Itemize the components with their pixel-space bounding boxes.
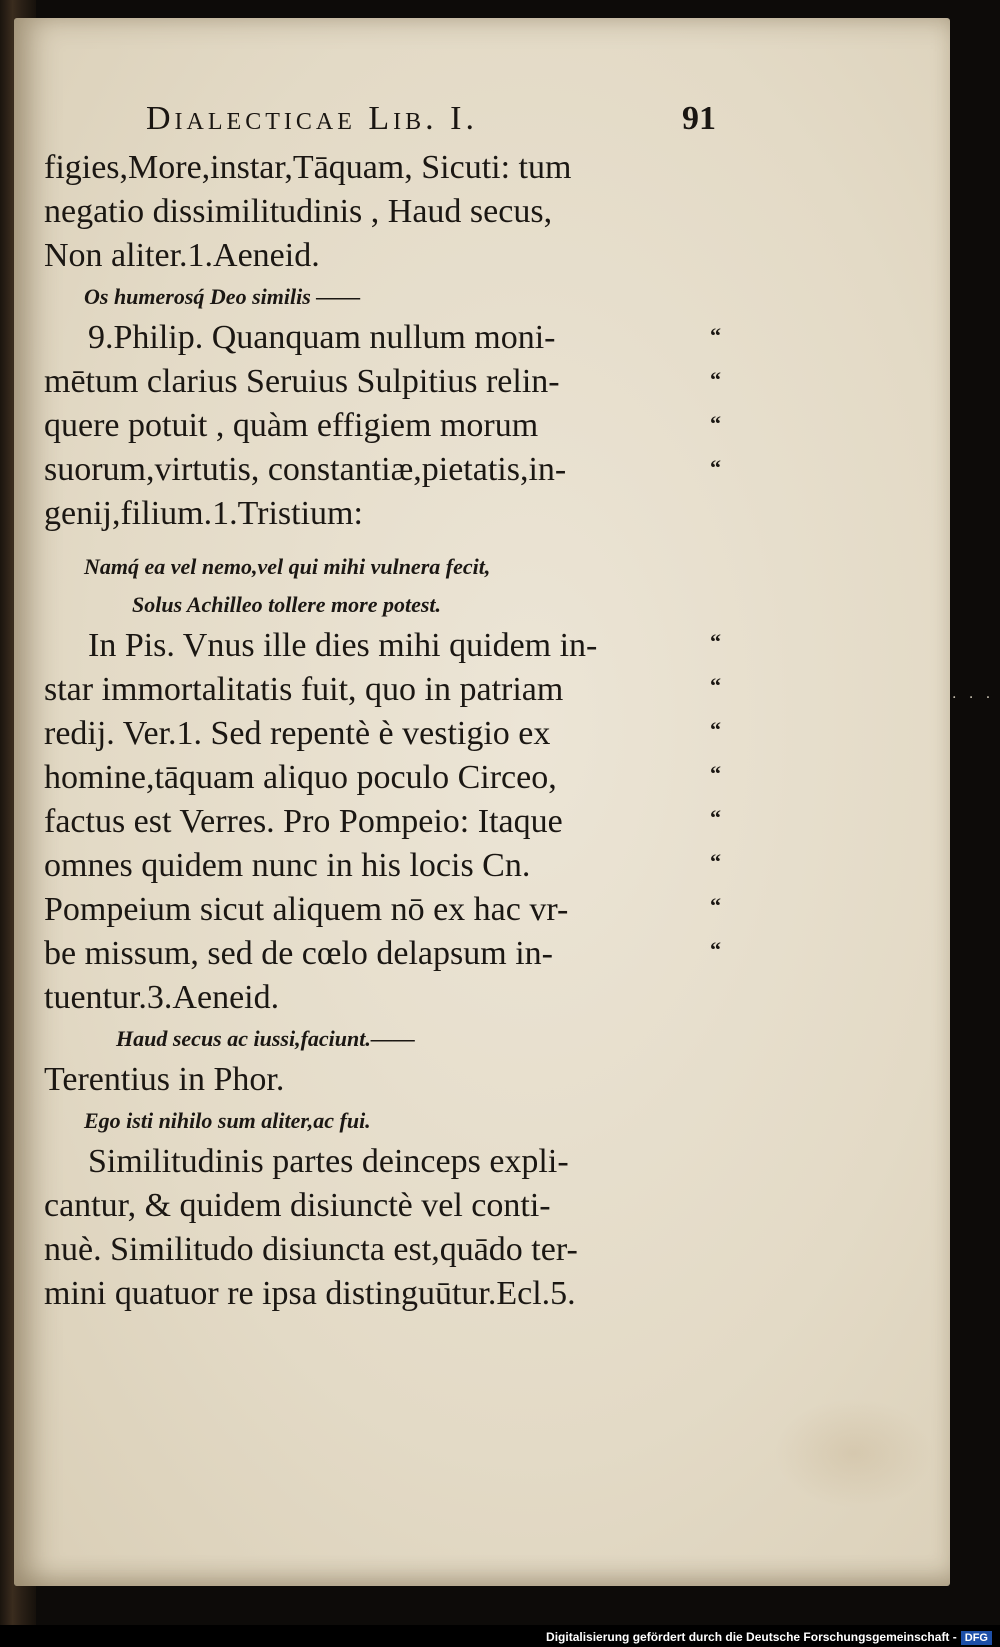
page-header: [146, 100, 726, 140]
quotation-mark: “: [710, 455, 721, 480]
quotation-mark: “: [710, 761, 721, 786]
quotation-mark: “: [710, 367, 721, 392]
quotation-mark: “: [710, 323, 721, 348]
text-line: be missum, sed de cœlo delapsum in-: [44, 935, 553, 972]
quotation-mark: “: [710, 893, 721, 918]
book-page: [14, 18, 950, 1586]
quotation-line: Namq́ ea vel nemo,vel qui mihi vulnera fecit,: [84, 554, 491, 579]
page-number: 91: [682, 100, 716, 137]
text-line: Terentius in Phor.: [44, 1061, 285, 1098]
quotation-mark: “: [710, 849, 721, 874]
text-line: Similitudinis partes deinceps expli-: [88, 1143, 569, 1180]
text-line: omnes quidem nunc in his locis Cn.: [44, 847, 531, 884]
text-line: cantur, & quidem disiunctè vel conti-: [44, 1187, 551, 1224]
footer-credit: [546, 1630, 992, 1645]
text-line: tuentur.3.Aeneid.: [44, 979, 280, 1016]
quotation-line: Os humerosq́ Deo similis ——: [84, 284, 361, 309]
text-line: mētum clarius Seruius Sulpitius relin-: [44, 363, 560, 400]
scan-artifact: . . .: [952, 686, 995, 702]
quotation-mark: “: [710, 717, 721, 742]
quotation-mark: “: [710, 937, 721, 962]
text-line: factus est Verres. Pro Pompeio: Itaque: [44, 803, 563, 840]
quotation-mark: “: [710, 411, 721, 436]
text-line: star immortalitatis fuit, quo in patriam: [44, 671, 564, 708]
quotation-marks-upper: [710, 314, 721, 490]
text-line: quere potuit , quàm effigiem morum: [44, 407, 539, 444]
text-line: mini quatuor re ipsa distinguūtur.Ecl.5.: [44, 1275, 576, 1312]
footer-credit-text: Digitalisierung gefördert durch die Deutsche Forschungsgemeinschaft -: [546, 1630, 957, 1644]
text-line: nuè. Similitudo disiuncta est,quādo ter-: [44, 1231, 578, 1268]
text-line: homine,tāquam aliquo poculo Circeo,: [44, 759, 557, 796]
footer-bar: [0, 1625, 1000, 1647]
text-line: In Pis. Vnus ille dies mihi quidem in-: [88, 627, 598, 664]
text-line: figies,More,instar,Tāquam, Sicuti: tum: [44, 149, 572, 186]
text-line: negatio dissimilitudinis , Haud secus,: [44, 193, 553, 230]
text-line: genij,filium.1.Tristium:: [44, 495, 363, 532]
quotation-marks-lower: [710, 620, 721, 972]
text-line: redij. Ver.1. Sed repentè è vestigio ex: [44, 715, 551, 752]
quotation-line: Solus Achilleo tollere more potest.: [132, 592, 442, 617]
text-line: 9.Philip. Quanquam nullum moni-: [88, 319, 556, 356]
running-title: Dialecticae Lib. I.: [146, 100, 478, 137]
body-text: [44, 146, 724, 1316]
text-line: suorum,virtutis, constantiæ,pietatis,in-: [44, 451, 567, 488]
text-line: Non aliter.1.Aeneid.: [44, 237, 320, 274]
quotation-line: Ego isti nihilo sum aliter,ac fui.: [84, 1108, 371, 1133]
quotation-mark: “: [710, 629, 721, 654]
quotation-line: Haud secus ac iussi,faciunt.——: [116, 1026, 415, 1051]
quotation-mark: “: [710, 673, 721, 698]
text-line: Pompeium sicut aliquem nō ex hac vr-: [44, 891, 569, 928]
quotation-mark: “: [710, 805, 721, 830]
dfg-logo: DFG: [961, 1631, 992, 1645]
